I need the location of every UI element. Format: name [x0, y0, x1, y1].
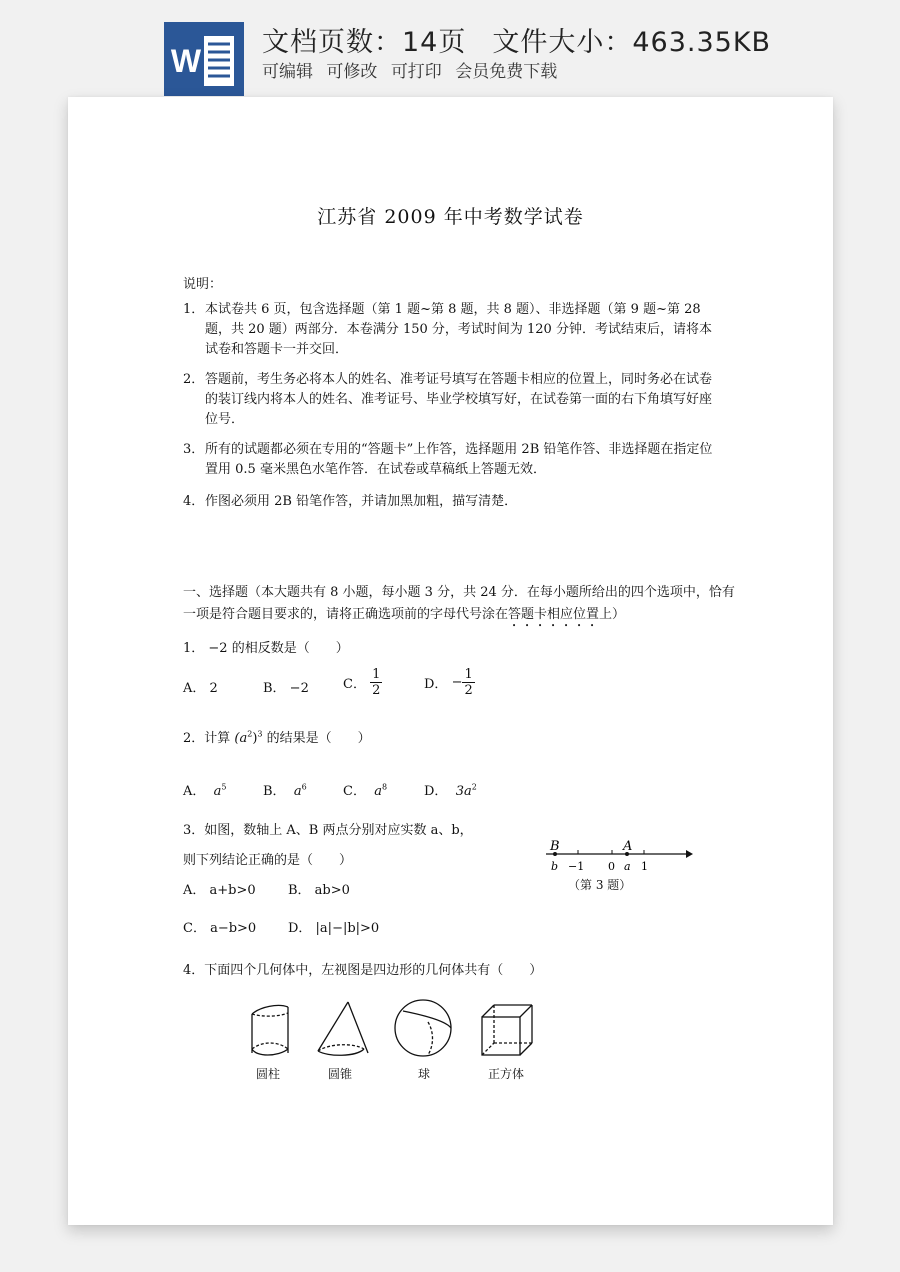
fraction-denominator: 2	[372, 683, 381, 698]
word-document-icon	[164, 22, 244, 96]
note-number: 1．	[183, 302, 205, 317]
q1-option-b: B． −2	[263, 681, 309, 696]
q2-a-exponent: 5	[221, 782, 227, 792]
question-3-stem-line2: 则下列结论正确的是（ ）	[183, 853, 353, 868]
section-text: 一、选择题（本大题共有 8 小题，每小题 3 分，共 24 分．在每小题所给出的四个选项中，恰有一项是符合题目要求的，请将正确选项前的字母代号涂在	[183, 585, 735, 622]
q2-option-b	[263, 780, 307, 799]
note-text: 本试卷共 6 页，包含选择题（第 1 题~第 8 题，共 8 题）、非选择题（第 9 题~第 28 题，共 20 题）两部分．本卷满分 150 分，考试时间为 120 分钟．考试结束后，请将本试卷和答题卡一并交回．	[205, 302, 712, 357]
notes-heading: 说明：	[183, 277, 223, 292]
q1-option-d	[424, 667, 475, 698]
value-a-label: a	[624, 860, 631, 873]
q2-d-label: D．	[424, 784, 448, 799]
feature-list	[262, 57, 565, 82]
q1-d-fraction	[462, 667, 474, 698]
question-4-stem: 4．下面四个几何体中，左视图是四边形的几何体共有（ ）	[183, 963, 543, 978]
q1-d-sign: −	[451, 675, 463, 690]
value-b-label: b	[551, 860, 559, 873]
arrow-head-icon	[686, 850, 693, 858]
q2-d-base: 3a	[455, 784, 472, 799]
q1-c-label: C．	[343, 677, 366, 692]
q2-a-label: A．	[183, 784, 206, 799]
q2-option-d	[424, 780, 477, 799]
question-3-stem-line1: 3．如图，数轴上 A、B 两点分别对应实数 a、b，	[183, 823, 473, 838]
q2-c-base: a	[374, 784, 382, 799]
value-zero-label: 0	[608, 860, 615, 873]
q2-c-exponent: 8	[381, 782, 388, 792]
q2-a-base: a	[213, 784, 222, 799]
download-banner	[0, 0, 900, 100]
section-heading	[183, 582, 743, 630]
note-number: 2．	[183, 372, 205, 387]
q2-close-paren: )	[252, 731, 258, 746]
feature-member-download: 会员免费下载	[455, 62, 558, 82]
q1-option-a: A． 2	[183, 681, 218, 696]
fraction-numerator: 1	[372, 667, 381, 682]
note-text: 所有的试题都必须在专用的“答题卡”上作答，选择题用 2B 铅笔作答、非选择题在指定位置用 0.5 毫米黑色水笔作答．在试卷或草稿纸上答题无效．	[205, 442, 713, 477]
question-2-stem	[183, 727, 371, 746]
q2-stem-suffix: 的结果是（ ）	[262, 731, 371, 746]
page-count: 文档页数：14页	[262, 27, 467, 58]
q2-c-label: C．	[343, 784, 366, 799]
cone-icon	[318, 1002, 368, 1055]
file-size: 文件大小：463.35KB	[492, 27, 772, 58]
value-minus-one-label: −1	[568, 860, 585, 873]
note-item	[183, 440, 723, 480]
q1-option-c	[343, 667, 382, 698]
note-item	[183, 300, 723, 360]
label-cylinder: 圆柱	[256, 1067, 281, 1081]
note-item	[183, 370, 723, 430]
document-page	[68, 97, 833, 1225]
section-text-end: 上）	[599, 607, 626, 622]
feature-modifiable: 可修改	[326, 62, 378, 82]
figure-caption: （第 3 题）	[568, 878, 632, 892]
q2-b-base: a	[293, 784, 302, 799]
word-letter: W	[170, 43, 202, 79]
note-number: 4．	[183, 494, 205, 509]
q2-inner-exponent: 2	[247, 729, 253, 739]
feature-printable: 可打印	[390, 62, 442, 82]
q3-option-d: D． |a|−|b|>0	[288, 921, 380, 936]
label-cube: 正方体	[488, 1067, 525, 1081]
note-number: 3．	[183, 442, 205, 457]
value-one-label: 1	[641, 860, 648, 873]
q2-b-label: B．	[263, 784, 286, 799]
q3-option-b: B． ab>0	[288, 883, 350, 898]
q2-d-exponent: 2	[471, 782, 477, 792]
q2-option-c	[343, 780, 387, 799]
feature-editable: 可编辑	[262, 62, 313, 82]
note-text: 答题前，考生务必将本人的姓名、准考证号填写在答题卡相应的位置上，同时务必在试卷的装订线内将本人的姓名、准考证号、毕业学校填写好，在试卷第一面的右下角填写好座位号．	[205, 372, 713, 427]
q2-option-a	[183, 780, 227, 799]
q3-option-c: C． a−b>0	[183, 921, 257, 936]
document-title: 江苏省 2009 年中考数学试卷	[317, 206, 584, 228]
sphere-icon	[395, 1000, 451, 1056]
note-item	[183, 492, 723, 512]
point-a-label: A	[623, 839, 633, 854]
question-1-stem: 1． −2 的相反数是（ ）	[183, 641, 349, 656]
q1-c-fraction	[370, 667, 382, 698]
label-sphere: 球	[418, 1067, 431, 1081]
note-text: 作图必须用 2B 铅笔作答，并请加黑加粗，描写清楚．	[205, 494, 518, 509]
section-emphasis: 答题卡相应位置	[508, 607, 600, 622]
fraction-denominator: 2	[464, 683, 473, 698]
q2-outer-exponent: 3	[257, 729, 263, 739]
point-b-label: B	[550, 839, 560, 854]
q2-stem-prefix: 2．计算	[183, 731, 235, 746]
q2-base: (a	[234, 731, 248, 746]
label-cone: 圆锥	[328, 1067, 353, 1081]
cube-icon	[482, 1005, 532, 1055]
fraction-numerator: 1	[464, 667, 473, 682]
q3-option-a: A． a+b>0	[183, 883, 256, 898]
q2-b-exponent: 6	[301, 782, 307, 792]
q1-d-label: D．	[424, 677, 448, 692]
file-info	[262, 20, 771, 59]
cylinder-icon	[252, 1005, 288, 1055]
